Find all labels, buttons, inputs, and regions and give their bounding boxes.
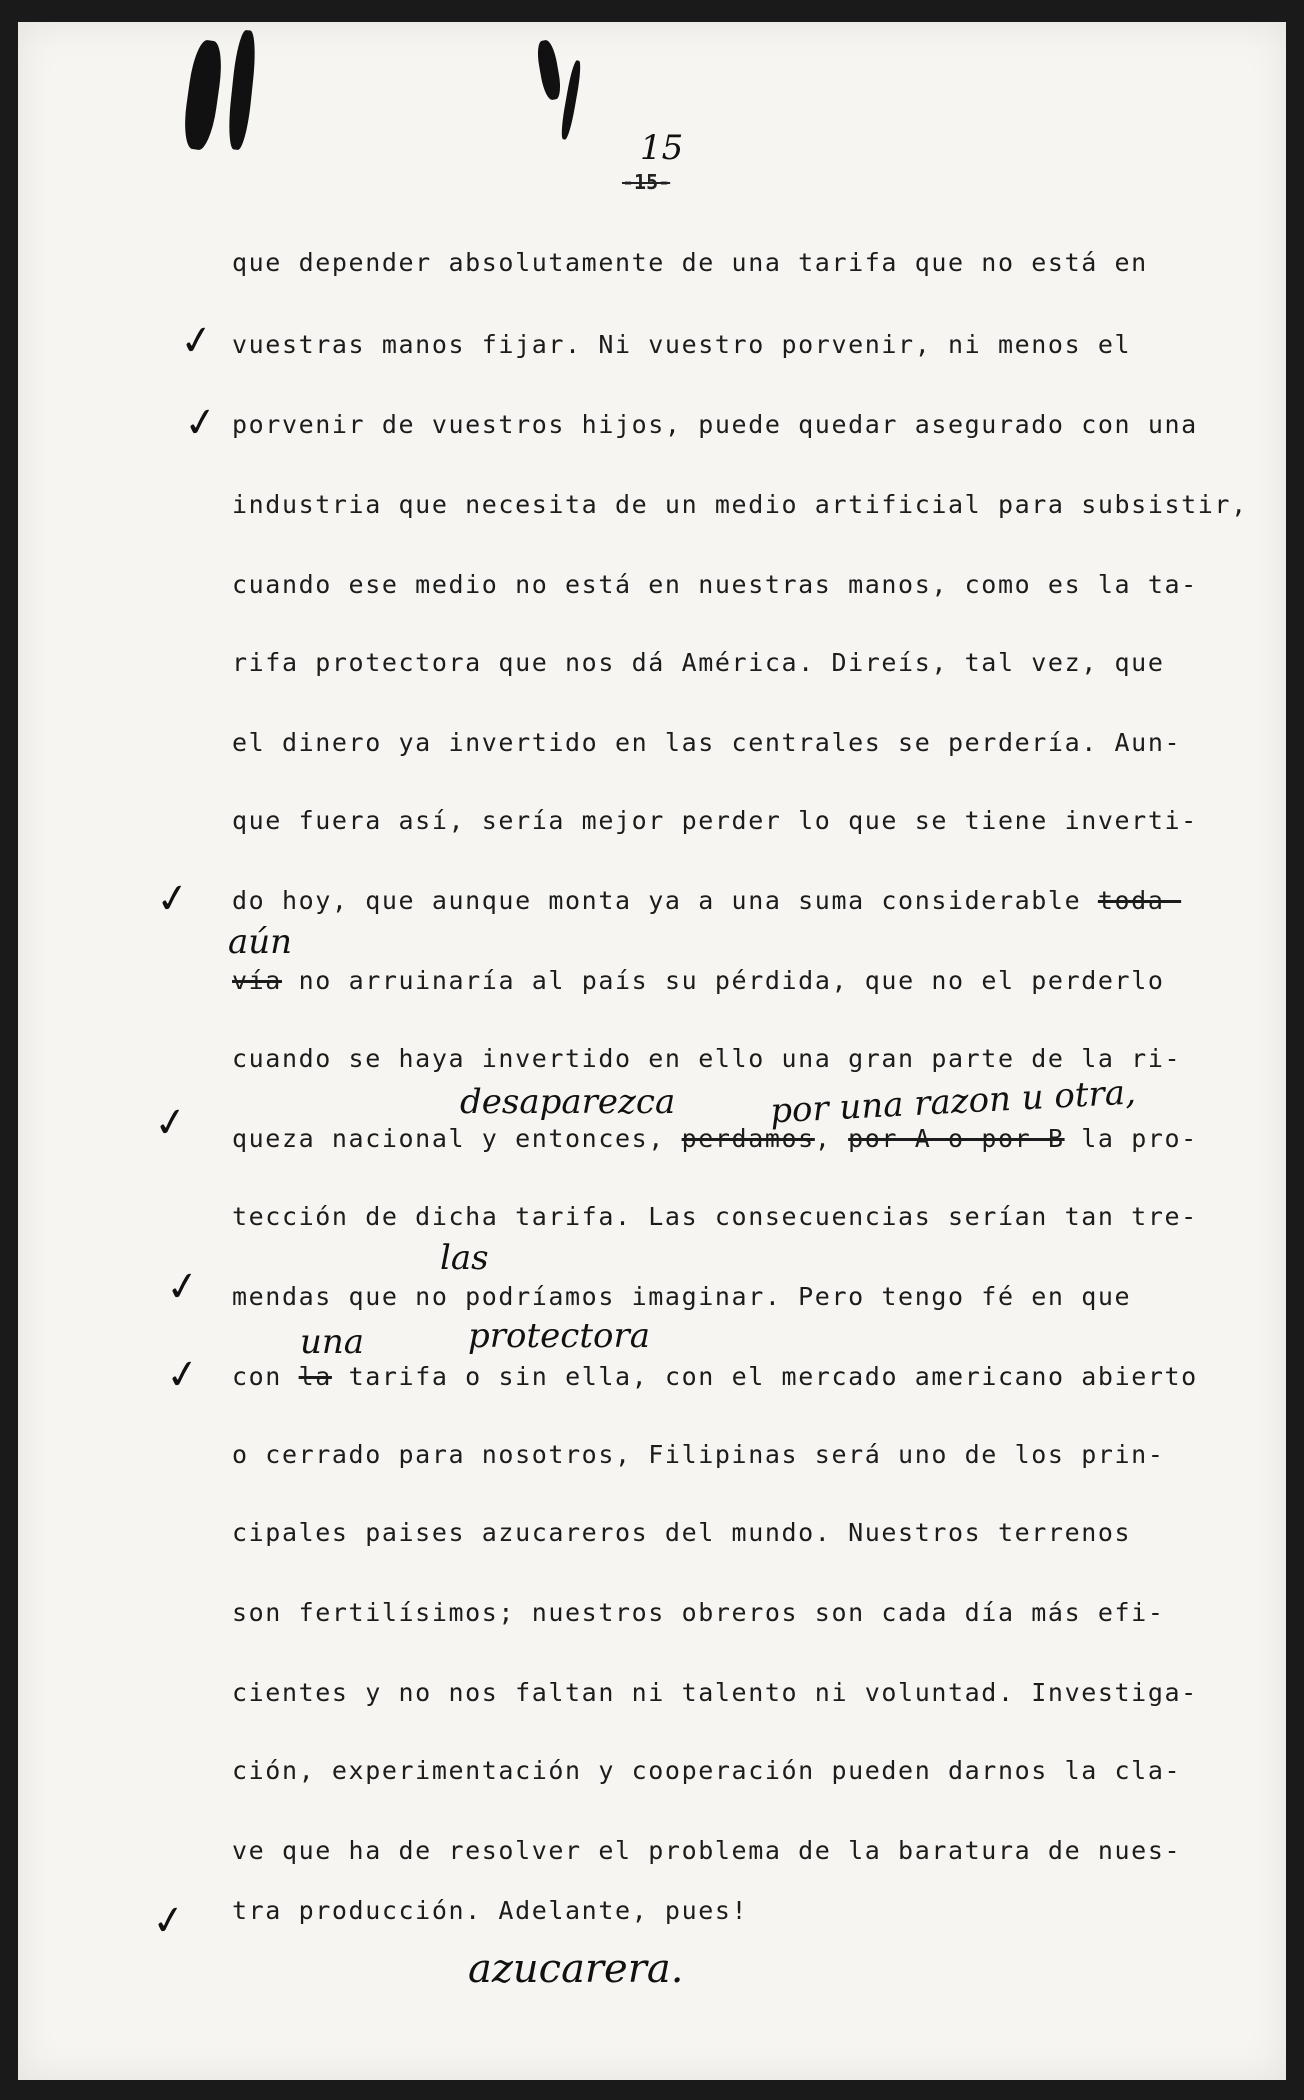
text-line	[232, 966, 1165, 995]
text-line: porvenir de vuestros hijos, puede quedar asegurado con una	[232, 410, 1198, 439]
handwritten-insertion: aún	[228, 922, 293, 962]
text-segment: con	[232, 1362, 282, 1391]
text-line: queza nacional y entonces, perdamos, por A o por B la pro-	[232, 1124, 1198, 1153]
checkmark-icon: ✓	[148, 1895, 189, 1947]
handwritten-insertion: desaparezca	[460, 1082, 676, 1122]
page-number-handwritten: 15	[640, 128, 684, 168]
text-line: tra producción. Adelante, pues!	[232, 1896, 749, 1925]
checkmark-icon: ✓	[150, 1097, 191, 1149]
text-line: el dinero ya invertido en las centrales se perdería. Aun-	[232, 728, 1182, 757]
deleted-text: vía	[232, 966, 282, 995]
handwritten-insertion: azucarera.	[468, 1946, 684, 1992]
deleted-text: perdamos	[681, 1124, 815, 1153]
text-line	[232, 1362, 1198, 1391]
deleted-text: la	[298, 1362, 332, 1391]
text-line: tección de dicha tarifa. Las consecuencias serían tan tre-	[232, 1202, 1198, 1231]
text-segment: queza nacional y entonces,	[232, 1124, 665, 1153]
text-segment: do hoy, que aunque monta ya a una suma considerable	[232, 886, 1082, 915]
text-line: cuando ese medio no está en nuestras manos, como es la ta-	[232, 570, 1198, 599]
text-line: son fertilísimos; nuestros obreros son cada día más efi-	[232, 1598, 1165, 1627]
text-segment: no arruinaría al país su pérdida, que no el perderlo	[298, 966, 1165, 995]
text-line: que depender absolutamente de una tarifa que no está en	[232, 248, 1148, 277]
text-line: cientes y no nos faltan ni talento ni voluntad. Investiga-	[232, 1678, 1198, 1707]
checkmark-icon: ✓	[162, 1261, 203, 1313]
text-line: vuestras manos fijar. Ni vuestro porvenir, ni menos el	[232, 330, 1132, 359]
text-line: rifa protectora que nos dá América. Direís, tal vez, que	[232, 648, 1165, 677]
text-line: que fuera así, sería mejor perder lo que se tiene inverti-	[232, 806, 1198, 835]
deleted-text: toda-	[1097, 886, 1182, 915]
checkmark-icon: ✓	[180, 397, 221, 449]
handwritten-insertion: las	[440, 1238, 489, 1278]
text-line: cipales paises azucareros del mundo. Nuestros terrenos	[232, 1518, 1132, 1547]
text-line: ve que ha de resolver el problema de la baratura de nues-	[232, 1836, 1182, 1865]
text-segment: la pro-	[1081, 1124, 1198, 1153]
checkmark-icon: ✓	[162, 1349, 203, 1401]
text-segment: o sin ella, con el mercado americano abierto	[465, 1362, 1198, 1391]
handwritten-insertion: una	[300, 1322, 365, 1362]
checkmark-icon: ✓	[176, 315, 217, 367]
text-line	[232, 886, 1181, 915]
handwritten-insertion: por una razon u otra,	[769, 1072, 1137, 1132]
checkmark-icon: ✓	[152, 873, 193, 925]
text-segment: tarifa	[348, 1362, 449, 1391]
page-number-typed: -15-	[622, 170, 671, 194]
text-line: mendas que no podríamos imaginar. Pero tengo fé en que	[232, 1282, 1132, 1311]
handwritten-insertion: protectora	[468, 1316, 650, 1356]
text-line: industria que necesita de un medio artificial para subsistir,	[232, 490, 1248, 519]
deleted-text: por A o por B	[848, 1124, 1065, 1153]
text-line: o cerrado para nosotros, Filipinas será uno de los prin-	[232, 1440, 1165, 1469]
text-line: ción, experimentación y cooperación pueden darnos la cla-	[232, 1756, 1182, 1785]
text-line: cuando se haya invertido en ello una gran parte de la ri-	[232, 1044, 1182, 1073]
